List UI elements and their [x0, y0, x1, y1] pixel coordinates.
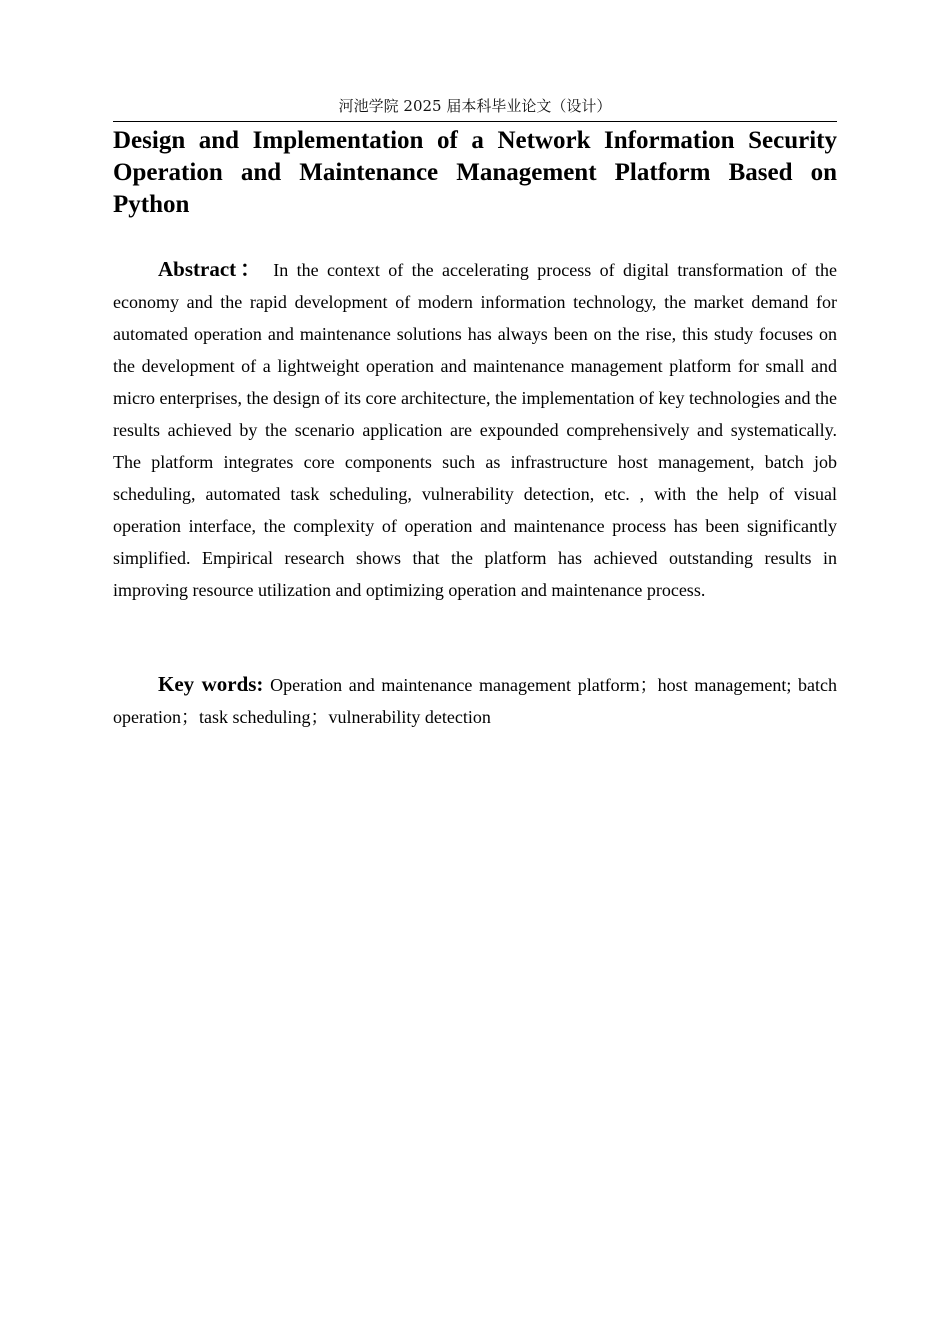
abstract-text: In the context of the accelerating process of digital transformation of the economy and the rapid development of modern information technology, the market demand for automated operation and maintenance solutions has always been on the rise, this study focuses on the development of a lightweight operation and maintenance management platform for small and micro enterprises, the design of its core architecture, the implementation of key technologies and the results achieved by the scenario application are expounded comprehensively and systematically. The platform integrates core components such as infrastructure host management, batch job scheduling, automated task scheduling, vulnerability detection, etc. , with the help of visual operation interface, the complexity of operation and maintenance process has been significantly simplified. Empirical research shows that the platform has achieved outstanding results in improving resource utilization and optimizing operation and maintenance process. — [113, 260, 837, 600]
keywords-label: Key words: — [158, 672, 264, 696]
abstract-label: Abstract： — [158, 257, 265, 281]
abstract-paragraph — [113, 253, 837, 606]
header-rule — [113, 121, 837, 122]
keywords-text: Operation and maintenance management platform；host management; batch operation；task scheduling；vulnerability detection — [113, 675, 837, 727]
keywords-paragraph — [113, 668, 837, 733]
running-header: 河池学院 2025 届本科毕业论文（设计） — [338, 97, 612, 115]
paper-title: Design and Implementation of a Network Information Security Operation and Maintenance Management Platform Based on Python — [113, 127, 837, 218]
